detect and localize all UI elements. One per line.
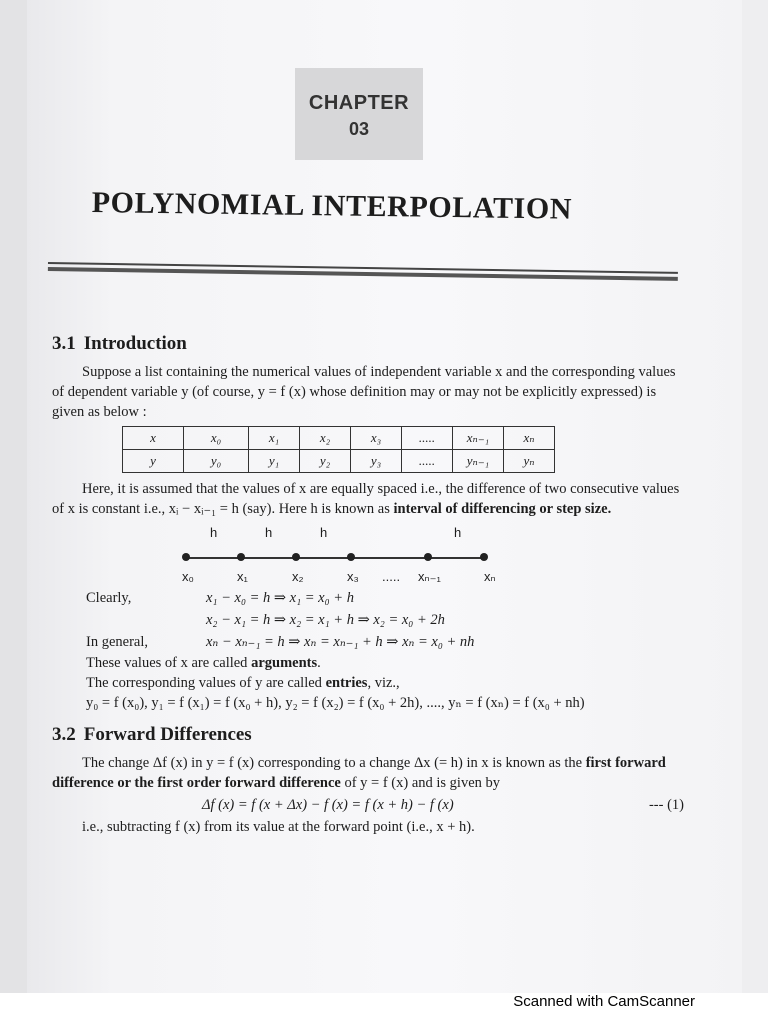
point-dot	[480, 553, 488, 561]
x-label: xₙ	[484, 569, 496, 584]
equation: x₂ − x₁ = h ⇒ x₂ = x₁ + h ⇒ x₂ = x₀ + 2h	[206, 612, 445, 628]
table-row-x	[123, 427, 555, 450]
step-size-term: interval of differencing or step size.	[393, 501, 612, 517]
forward-diff-equation: Δf (x) = f (x + Δx) − f (x) = f (x + h) − f (x)	[202, 797, 454, 813]
x-label: xₙ₋₁	[418, 569, 441, 584]
forward-diff-equation-row	[202, 795, 684, 815]
chapter-box	[295, 68, 423, 160]
arguments-line: These values of x are called arguments.	[86, 655, 321, 671]
x-label-ellipsis: .....	[382, 569, 401, 584]
equation-row	[86, 631, 684, 653]
arguments-term: arguments	[251, 655, 318, 671]
table-cell: y₂	[300, 450, 351, 473]
table-cell: x₁	[249, 427, 300, 450]
table-cell: y₃	[351, 450, 402, 473]
point-dot	[292, 553, 300, 561]
x-label: x₀	[182, 569, 194, 584]
first-forward-diff-term: first forward difference or the first order forward difference	[52, 755, 666, 791]
page-body	[52, 334, 684, 837]
equation: x₁ − x₀ = h ⇒ x₁ = x₀ + h	[206, 590, 354, 606]
h-label: h	[265, 525, 273, 540]
x-label: x₃	[347, 569, 359, 584]
number-line	[186, 557, 486, 559]
point-dot	[182, 553, 190, 561]
x-label: x₁	[237, 569, 248, 584]
equation-tag: --- (1)	[648, 797, 684, 813]
table-cell: y₁	[249, 450, 300, 473]
section-title: Forward Differences	[83, 724, 252, 745]
spacing-text: Here, it is assumed that the values of x are equally spaced i.e., the difference of two consecutive values of x is constant i.e., xᵢ − xᵢ₋₁ = h (say). Here h is known as	[52, 481, 680, 517]
table-cell: x	[123, 427, 184, 450]
table-cell: yₙ₋₁	[453, 450, 504, 473]
table-cell: xₙ	[504, 427, 555, 450]
equation-row	[86, 609, 684, 631]
table-cell: y₀	[184, 450, 249, 473]
step-diagram	[52, 519, 684, 583]
table-cell: x₀	[184, 427, 249, 450]
chapter-number: 03	[348, 119, 370, 139]
point-dot	[424, 553, 432, 561]
table-cell: y	[123, 450, 184, 473]
table-row-y	[123, 450, 555, 473]
section-heading-3-2	[52, 725, 684, 745]
entries-line: The corresponding values of y are called entries, viz.,	[86, 675, 400, 691]
h-label: h	[210, 525, 218, 540]
table-cell: x₂	[300, 427, 351, 450]
table-cell: yₙ	[504, 450, 555, 473]
point-dot	[237, 553, 245, 561]
scanner-watermark: Scanned with CamScanner	[513, 993, 695, 1010]
h-label: h	[320, 525, 328, 540]
spacing-paragraph	[52, 479, 684, 519]
chapter-title: POLYNOMIAL INTERPOLATION	[91, 186, 573, 226]
h-label: h	[454, 525, 462, 540]
scan-left-edge	[0, 0, 27, 995]
equation-row	[86, 587, 684, 609]
chapter-label: CHAPTER	[308, 92, 410, 114]
x-label: x₂	[292, 569, 304, 584]
intro-paragraph: Suppose a list containing the numerical values of independent variable x and the corresponding values of dependent variable y (of course, y = f (x) whose definition may or may not be explicitly expressed) is given as below :	[52, 364, 676, 420]
forward-diff-paragraph: The change Δf (x) in y = f (x) corresponding to a change Δx (= h) in x is known as the first forward difference or the first order forward difference of y = f (x) and is given by	[52, 755, 666, 791]
section-heading-3-1	[52, 334, 684, 354]
table-cell: .....	[402, 427, 453, 450]
equation: xₙ − xₙ₋₁ = h ⇒ xₙ = xₙ₋₁ + h ⇒ xₙ = x₀ + nh	[206, 634, 475, 650]
entries-term: entries	[325, 675, 368, 691]
forward-diff-explanation: i.e., subtracting f (x) from its value at the forward point (i.e., x + h).	[82, 819, 475, 835]
section-title: Introduction	[83, 333, 187, 354]
scanner-footer	[0, 993, 768, 1024]
general-label: In general,	[86, 634, 148, 650]
section-number: 3.1	[52, 333, 76, 354]
values-table	[122, 426, 555, 473]
point-dot	[347, 553, 355, 561]
table-cell: .....	[402, 450, 453, 473]
entries-equation: y₀ = f (x₀), y₁ = f (x₁) = f (x₀ + h), y₂ = f (x₂) = f (x₀ + 2h), ...., yₙ = f (xₙ) = f (x₀ + nh)	[86, 695, 585, 711]
table-cell: x₃	[351, 427, 402, 450]
clearly-label: Clearly,	[86, 590, 132, 606]
equation-block	[86, 587, 684, 713]
section-number: 3.2	[52, 724, 76, 745]
scan-right-edge	[742, 0, 768, 995]
table-cell: xₙ₋₁	[453, 427, 504, 450]
